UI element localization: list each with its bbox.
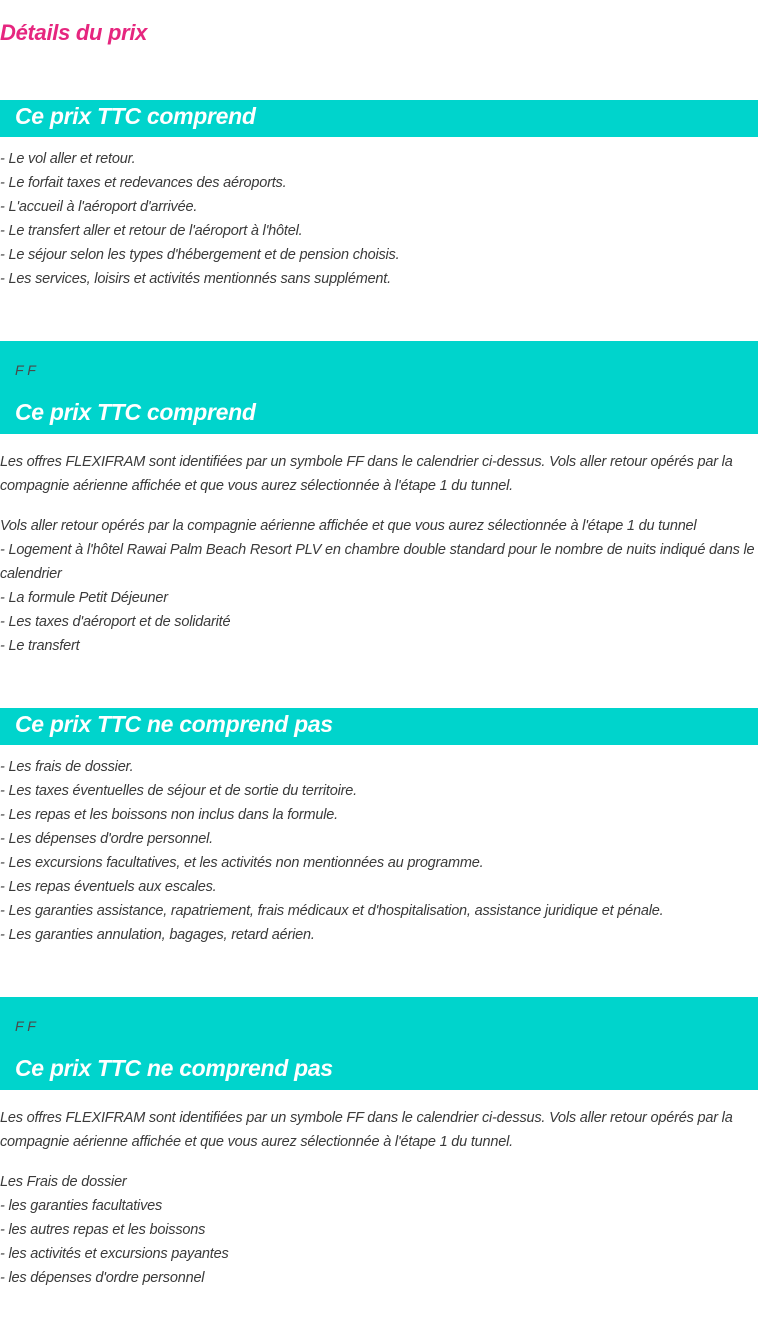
list-item: - les activités et excursions payantes: [0, 1246, 229, 1262]
list-item: - Les repas éventuels aux escales.: [0, 879, 217, 895]
ff-excludes-list: [0, 1170, 758, 1290]
section-header-includes: [0, 100, 758, 137]
intro-paragraph: Les offres FLEXIFRAM sont identifiées par un symbole FF dans le calendrier ci-dessus. Vols aller retour opérés par la compagnie aérienne affichée et que vous aurez sélectionnée à l'étape 1 du tunnel.: [0, 454, 733, 494]
list-item: - Les garanties annulation, bagages, retard aérien.: [0, 927, 315, 943]
list-item: - Les services, loisirs et activités mentionnés sans supplément.: [0, 271, 391, 287]
list-item: - Le vol aller et retour.: [0, 151, 136, 167]
ff-includes-list: [0, 514, 758, 658]
ff-tag: F F: [15, 1018, 36, 1034]
list-item: - les autres repas et les boissons: [0, 1222, 206, 1238]
list-item: - Les taxes d'aéroport et de solidarité: [0, 614, 231, 630]
list-item: - Le séjour selon les types d'hébergement et de pension choisis.: [0, 247, 400, 263]
section-title: Ce prix TTC comprend: [15, 399, 256, 425]
list-item: - Les taxes éventuelles de séjour et de sortie du territoire.: [0, 783, 357, 799]
list-item: - Les garanties assistance, rapatriement, frais médicaux et d'hospitalisation, assistance juridique et pénale.: [0, 903, 664, 919]
list-item: - L'accueil à l'aéroport d'arrivée.: [0, 199, 198, 215]
excludes-list: [0, 755, 758, 947]
list-item: - Le transfert aller et retour de l'aéroport à l'hôtel.: [0, 223, 303, 239]
section-title: Ce prix TTC ne comprend pas: [15, 1055, 333, 1081]
ff-includes-intro: [0, 450, 758, 498]
list-item: - les dépenses d'ordre personnel: [0, 1270, 205, 1286]
section-title: Ce prix TTC comprend: [15, 103, 256, 129]
page-title: Détails du prix: [0, 20, 148, 45]
section-title: Ce prix TTC ne comprend pas: [15, 711, 333, 737]
includes-list: [0, 147, 758, 291]
list-item: Les Frais de dossier: [0, 1174, 127, 1190]
list-item: - les garanties facultatives: [0, 1198, 163, 1214]
list-item: - La formule Petit Déjeuner: [0, 590, 168, 606]
section-header-excludes: [0, 708, 758, 745]
list-item: - Le forfait taxes et redevances des aéroports.: [0, 175, 287, 191]
list-item: - Les dépenses d'ordre personnel.: [0, 831, 214, 847]
list-item: - Les excursions facultatives, et les activités non mentionnées au programme.: [0, 855, 484, 871]
ff-excludes-intro: [0, 1106, 758, 1154]
list-item: - Le transfert: [0, 638, 80, 654]
section-header-ff-includes: [0, 341, 758, 434]
list-item: - Les frais de dossier.: [0, 759, 134, 775]
intro-paragraph: Les offres FLEXIFRAM sont identifiées par un symbole FF dans le calendrier ci-dessus. Vols aller retour opérés par la compagnie aérienne affichée et que vous aurez sélectionnée à l'étape 1 du tunnel.: [0, 1110, 733, 1150]
list-item: - Les repas et les boissons non inclus dans la formule.: [0, 807, 338, 823]
list-item: - Logement à l'hôtel Rawai Palm Beach Resort PLV en chambre double standard pour le nombre de nuits indiqué dans le calendrier: [0, 542, 755, 582]
section-header-ff-excludes: [0, 997, 758, 1090]
ff-tag: F F: [15, 362, 36, 378]
list-item: Vols aller retour opérés par la compagnie aérienne affichée et que vous aurez sélectionnée à l'étape 1 du tunnel: [0, 518, 697, 534]
